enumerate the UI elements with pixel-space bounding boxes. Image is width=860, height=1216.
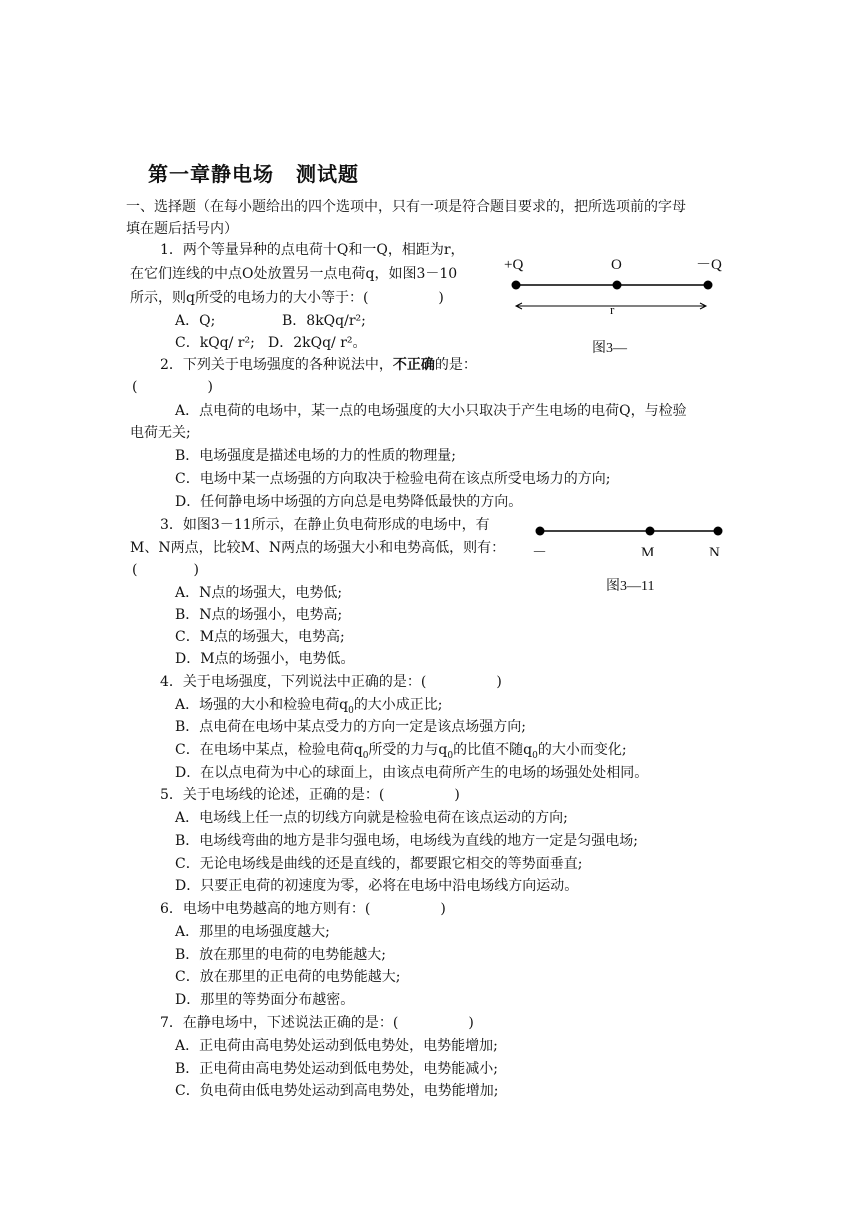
negative-charge-dot bbox=[704, 281, 713, 290]
label-o: O bbox=[611, 257, 622, 273]
q1-option-c: C．kQq/ r²; bbox=[175, 335, 255, 351]
q1-option-b: B．8kQq/r²; bbox=[282, 313, 366, 329]
q5-stem: 5．关于电场线的论述，正确的是：( ) bbox=[160, 787, 460, 803]
negative-charge-dot bbox=[536, 527, 545, 536]
q1-stem-line3: 所示，则q所受的电场力的大小等于：( ) bbox=[130, 290, 444, 306]
q1-stem-line2: 在它们连线的中点O处放置另一点电荷q，如图3－10 bbox=[130, 266, 458, 282]
q4-option-a-sub: 0 bbox=[348, 705, 354, 716]
q6-option-d: D．那里的等势面分布越密。 bbox=[175, 992, 355, 1008]
q6-stem: 6．电场中电势越高的地方则有：( ) bbox=[160, 901, 446, 917]
label-positive-q: +Q bbox=[504, 257, 524, 273]
q7-option-b: B．正电荷由高电势处运动到低电势处，电势能减小; bbox=[175, 1061, 499, 1077]
title-main: 第一章静电场 bbox=[148, 162, 274, 186]
label-negative-q: －Q bbox=[696, 257, 722, 273]
q3-option-a: A．N点的场强大，电势低; bbox=[175, 585, 343, 601]
q4-option-c-text1: C．在电场中某点，检验电荷q bbox=[175, 742, 363, 758]
q5-option-c: C．无论电场线是曲线的还是直线的，都要跟它相交的等势面垂直; bbox=[175, 856, 583, 872]
page-title bbox=[148, 158, 359, 187]
q6-option-b: B．放在那里的电荷的电势能越大; bbox=[175, 947, 387, 963]
q6-option-a: A．那里的电场强度越大; bbox=[175, 924, 330, 940]
section-instructions-line2: 填在题后括号内） bbox=[126, 221, 238, 237]
q3-stem-line2: M、N两点，比较M、N两点的场强大小和电势高低，则有： bbox=[130, 540, 506, 556]
label-n: N bbox=[709, 545, 720, 556]
q4-option-c-text3: 的比值不随q bbox=[453, 742, 533, 758]
q4-option-c-sub1: 0 bbox=[362, 750, 369, 761]
title-suffix: 测试题 bbox=[296, 162, 359, 186]
q2-stem-a: 2．下列关于电场强度的各种说法中， bbox=[160, 357, 393, 373]
q5-option-d: D．只要正电荷的初速度为零，必将在电场中沿电场线方向运动。 bbox=[175, 878, 579, 894]
q4-option-a-text2: 的大小成正比; bbox=[353, 697, 443, 713]
q2-stem-emphasis: 不正确 bbox=[392, 357, 435, 373]
figure-3-10 bbox=[500, 250, 740, 360]
q5-option-a: A．电场线上任一点的切线方向就是检验电荷在该点运动的方向; bbox=[175, 810, 568, 826]
q4-stem: 4．关于电场强度，下列说法中正确的是：( ) bbox=[160, 674, 502, 690]
q4-option-c-text4: 的大小而变化; bbox=[537, 742, 627, 758]
midpoint-dot bbox=[613, 281, 622, 290]
q7-option-a: A．正电荷由高电势处运动到低电势处，电势能增加; bbox=[175, 1038, 498, 1054]
positive-charge-dot bbox=[512, 281, 521, 290]
q2-option-a-line2: 电荷无关; bbox=[130, 425, 191, 441]
q4-option-c-text2: 所受的力与q bbox=[368, 742, 448, 758]
label-m: M bbox=[641, 545, 655, 556]
q1-stem-line1: 1．两个等量异种的点电荷十Q和一Q，相距为r， bbox=[160, 242, 465, 258]
q2-option-c: C．电场中某一点场强的方向取决于检验电荷在该点所受电场力的方向; bbox=[175, 471, 611, 487]
q4-option-c-sub2: 0 bbox=[447, 750, 454, 761]
q3-option-d: D．M点的场强小，电势低。 bbox=[175, 651, 355, 667]
point-m-dot bbox=[646, 527, 655, 536]
q7-option-c: C．负电荷由低电势处运动到高电势处，电势能增加; bbox=[175, 1083, 499, 1099]
point-n-dot bbox=[714, 527, 723, 536]
label-negative: － bbox=[532, 545, 548, 556]
q3-option-b: B．N点的场强小，电势高; bbox=[175, 607, 343, 623]
q2-stem-b: 的是： bbox=[434, 357, 477, 373]
q1-option-d: D．2kQq/ r²。 bbox=[268, 335, 367, 351]
q4-option-d: D．在以点电荷为中心的球面上，由该点电荷所产生的电场的场强处处相同。 bbox=[175, 765, 649, 781]
q3-answer-paren: ( ) bbox=[132, 562, 199, 578]
q6-option-c: C．放在那里的正电荷的电势能越大; bbox=[175, 969, 401, 985]
q5-option-b: B．电场线弯曲的地方是非匀强电场，电场线为直线的地方一定是匀强电场; bbox=[175, 833, 639, 849]
q2-option-d: D．任何静电场中场强的方向总是电势降低最快的方向。 bbox=[175, 494, 523, 510]
q1-option-a: A．Q; bbox=[175, 313, 216, 329]
figure-3-11-caption: 图3—11 bbox=[606, 579, 655, 591]
q4-option-a-text1: A．场强的大小和检验电荷q bbox=[175, 697, 349, 713]
q4-option-b: B．点电荷在电场中某点受力的方向一定是该点场强方向; bbox=[175, 719, 527, 735]
label-r: r bbox=[610, 302, 615, 317]
q7-stem: 7．在静电场中，下述说法正确的是：( ) bbox=[160, 1015, 474, 1031]
q2-option-a-line1: A．点电荷的电场中，某一点的电场强度的大小只取决于产生电场的电荷Q，与检验 bbox=[175, 403, 687, 419]
figure-3-11 bbox=[528, 518, 738, 598]
figure-3-11-labels bbox=[528, 544, 738, 556]
section-instructions-line1: 一、选择题（在每小题给出的四个选项中，只有一项是符合题目要求的，把所选项前的字母 bbox=[126, 199, 686, 215]
figure-3-11-caption-wrap bbox=[606, 578, 696, 591]
q2-answer-paren: ( ) bbox=[132, 379, 213, 395]
q3-stem-line1: 3．如图3－11所示，在静止负电荷形成的电场中，有 bbox=[160, 517, 490, 533]
q4-option-c-sub3: 0 bbox=[532, 750, 538, 761]
figure-3-10-caption: 图3— bbox=[592, 341, 627, 356]
q3-option-c: C．M点的场强大，电势高; bbox=[175, 629, 345, 645]
q4-option-c bbox=[175, 740, 627, 766]
q2-stem bbox=[160, 355, 477, 375]
q2-option-b: B．电场强度是描述电场的力的性质的物理量; bbox=[175, 448, 457, 464]
